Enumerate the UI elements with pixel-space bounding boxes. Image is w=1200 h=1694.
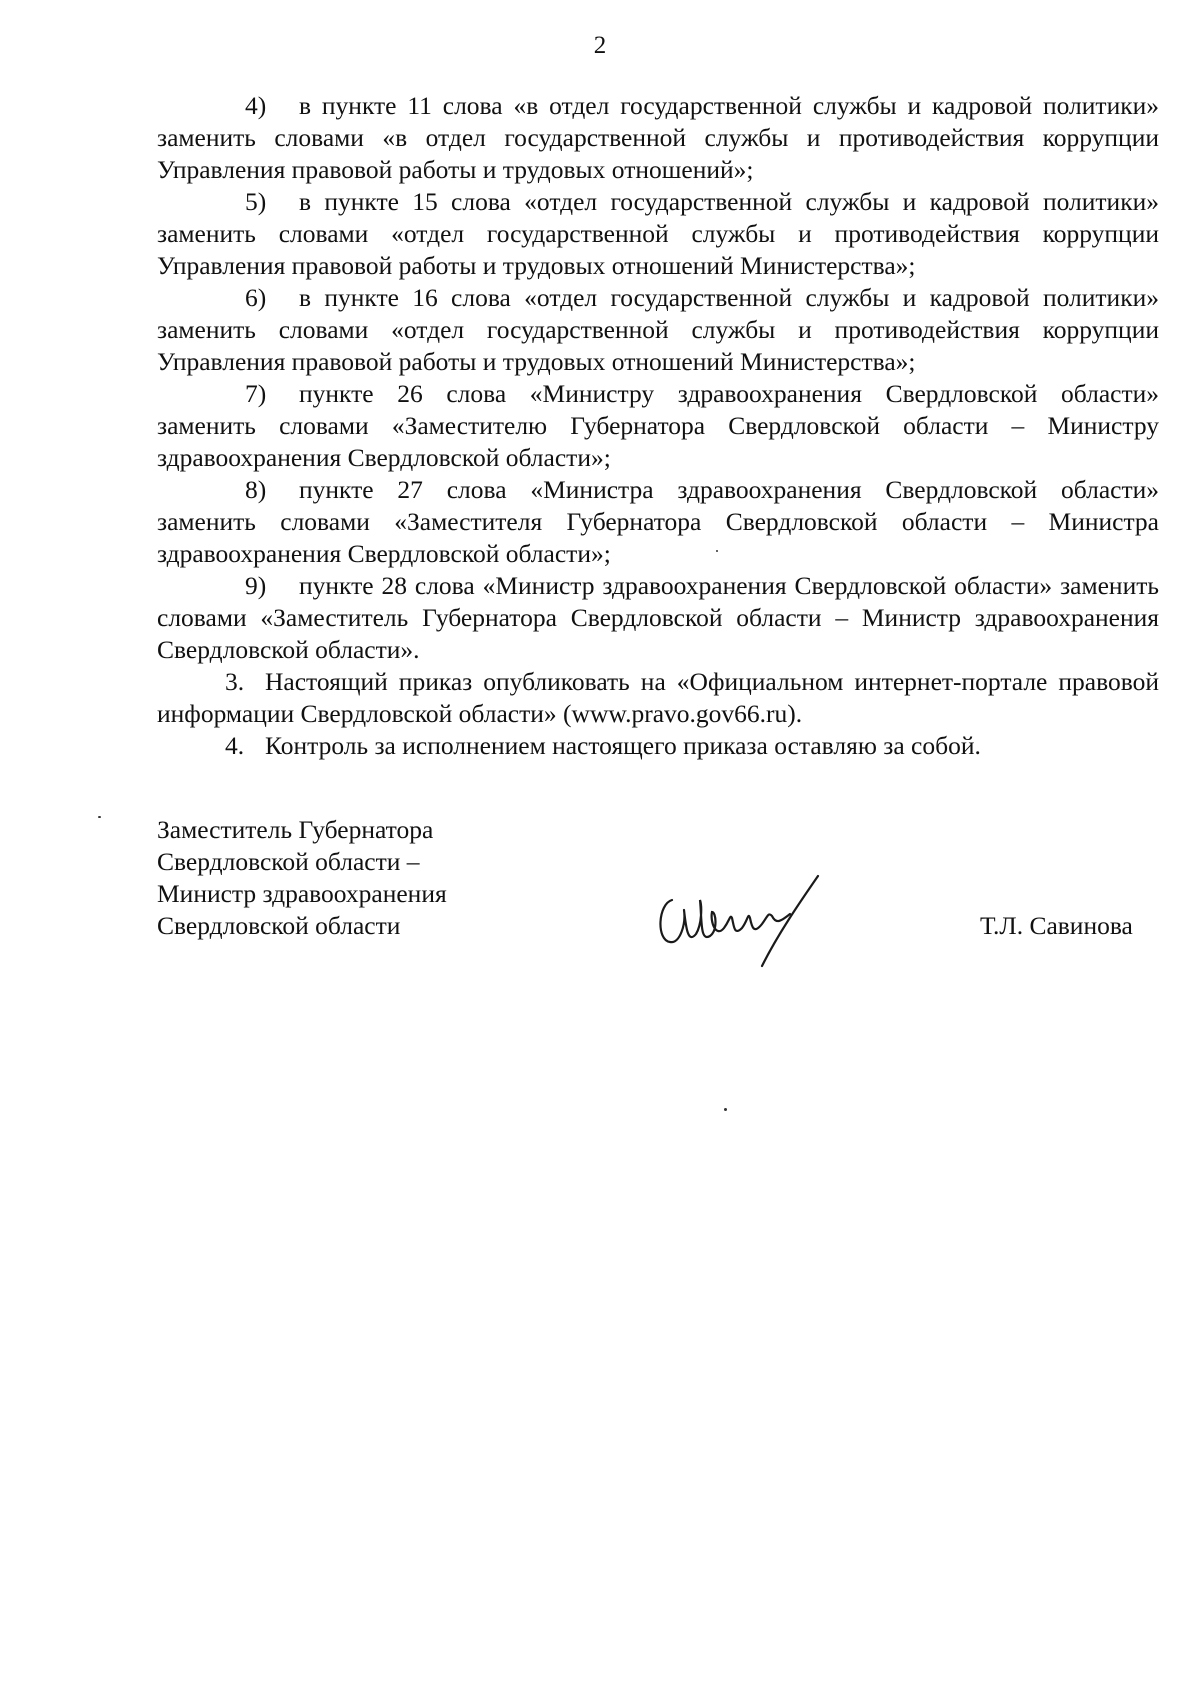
page-number: 2	[593, 32, 607, 59]
item-number: 5)	[245, 187, 267, 216]
item-number: 9)	[245, 571, 267, 600]
signatory-title-line: Заместитель Губернатора	[157, 815, 434, 844]
clause-text: Настоящий приказ опубликовать на «Официальном интернет-портале правовой информации Свердловской области» (www.pravo.gov66.ru).	[157, 667, 1159, 728]
item-number: 8)	[245, 475, 267, 504]
signatory-title-line: Министр здравоохранения	[157, 879, 447, 908]
item-text: пункте 28 слова «Министр здравоохранения Свердловской области» заменить словами «Заместитель Губернатора Свердловской области – Министр здравоохранения Свердловской области».	[157, 571, 1159, 664]
item-number: 6)	[245, 283, 267, 312]
list-item-7	[157, 378, 1159, 474]
clause-number: 3.	[225, 667, 245, 696]
item-text: в пункте 11 слова «в отдел государственной службы и кадровой политики» заменить словами «в отдел государственной службы и противодействия коррупции Управления правовой работы и трудовых отношений»;	[157, 91, 1159, 184]
signatory-title	[157, 814, 447, 942]
clause-number: 4.	[225, 731, 245, 760]
list-item-9	[157, 570, 1159, 666]
item-text: пункте 26 слова «Министру здравоохранения Свердловской области» заменить словами «Заместителю Губернатора Свердловской области – Министру здравоохранения Свердловской области»;	[157, 379, 1159, 472]
document-body	[157, 90, 1159, 762]
item-text: в пункте 16 слова «отдел государственной службы и кадровой политики» заменить словами «отдел государственной службы и противодействия коррупции Управления правовой работы и трудовых отношений Министерства»;	[157, 283, 1159, 376]
signatory-title-line: Свердловской области –	[157, 847, 420, 876]
handwritten-signature	[650, 862, 840, 972]
scan-speck	[716, 550, 718, 552]
item-text: пункте 27 слова «Министра здравоохранения Свердловской области» заменить словами «Заместителя Губернатора Свердловской области – Министра здравоохранения Свердловской области»;	[157, 475, 1159, 568]
clause-4	[157, 730, 1159, 762]
item-text: в пункте 15 слова «отдел государственной службы и кадровой политики» заменить словами «отдел государственной службы и противодействия коррупции Управления правовой работы и трудовых отношений Министерства»;	[157, 187, 1159, 280]
list-item-8	[157, 474, 1159, 570]
list-item-5	[157, 186, 1159, 282]
scan-speck	[98, 816, 101, 818]
signatory-title-line: Свердловской области	[157, 911, 401, 940]
item-number: 4)	[245, 91, 267, 120]
clause-3	[157, 666, 1159, 730]
signer-name: Т.Л. Савинова	[980, 911, 1133, 940]
scan-speck	[724, 1108, 727, 1111]
list-item-4	[157, 90, 1159, 186]
list-item-6	[157, 282, 1159, 378]
item-number: 7)	[245, 379, 267, 408]
clause-text: Контроль за исполнением настоящего приказа оставляю за собой.	[265, 731, 981, 760]
